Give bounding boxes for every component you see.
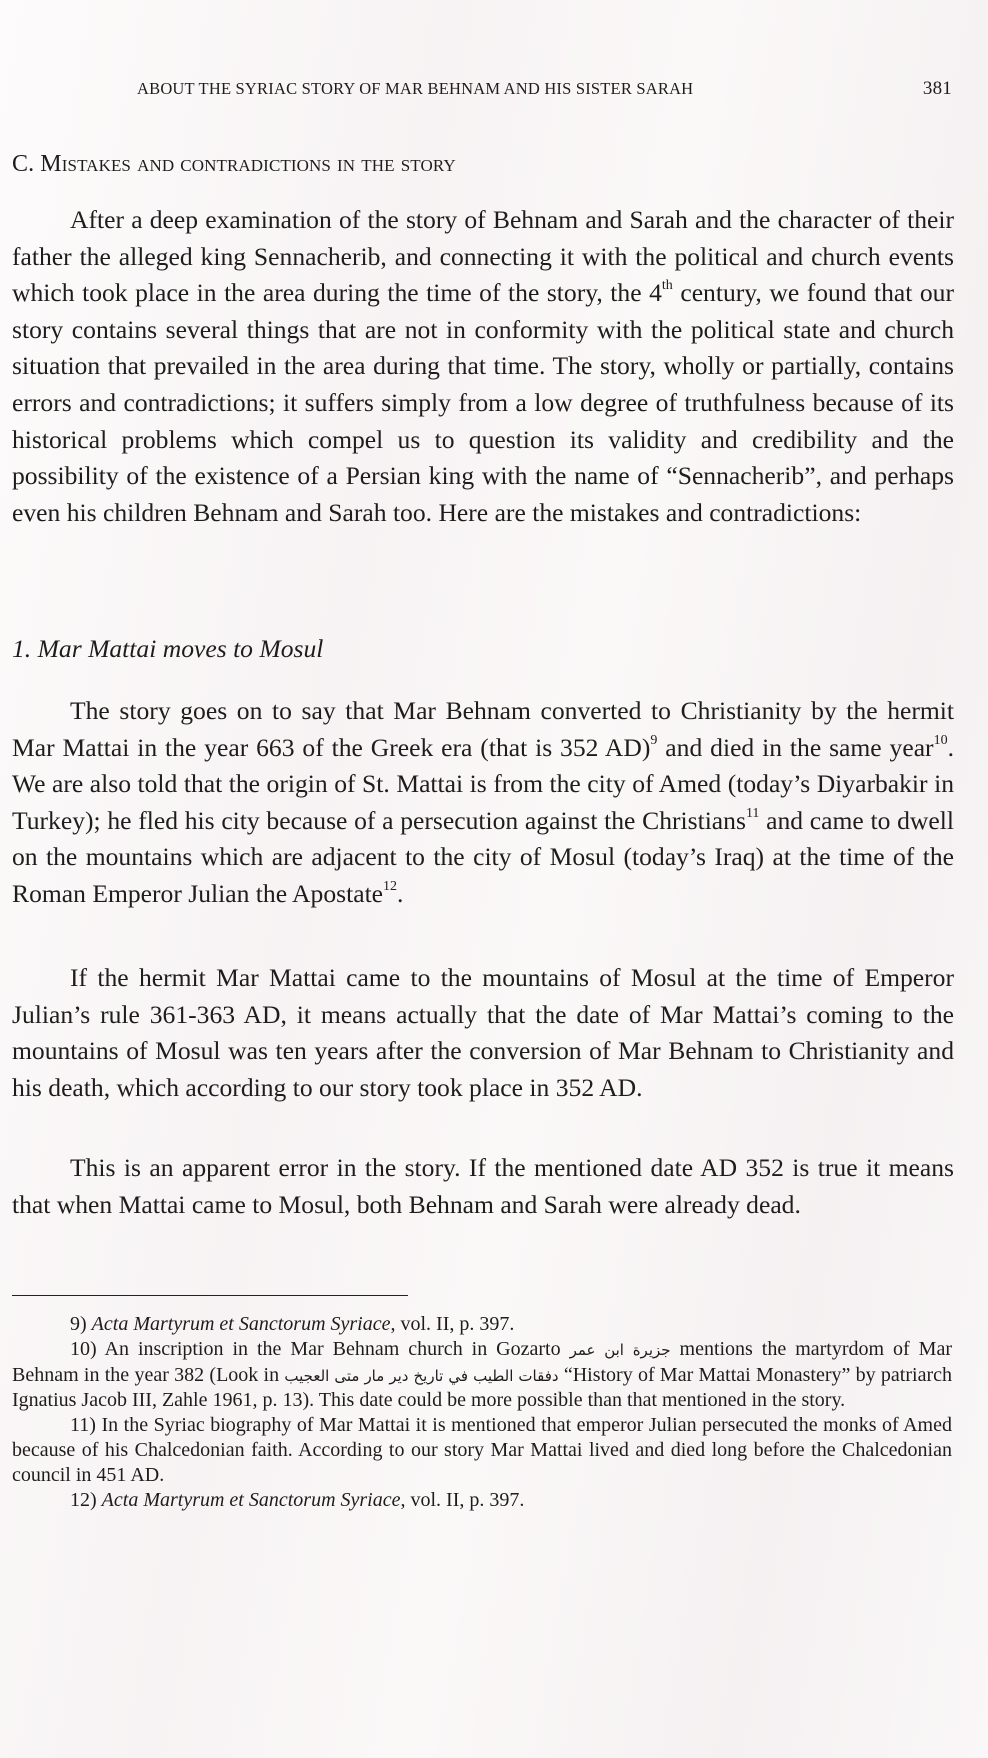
- footnote-text: In the Syriac biography of Mar Mattai it is mentioned that emperor Julian persecuted the monks of Amed because of his Chalcedonian faith. According to our story Mar Mattai lived and died long before the Chalcedonian council in 451 AD.: [12, 1414, 952, 1486]
- footnote-citation: , vol. II, p. 397.: [390, 1313, 515, 1335]
- footnote-source-title: Acta Martyrum et Sanctorum Syriace: [91, 1313, 391, 1335]
- para1-text-5: .: [397, 878, 404, 908]
- para1-text-2: and died in the same year: [657, 732, 934, 762]
- body-paragraph-3: This is an apparent error in the story. If the mentioned date AD 352 is true it means that when Mattai came to Mosul, both Behnam and Sarah were already dead.: [12, 1153, 954, 1219]
- running-header: [137, 78, 952, 100]
- footnote-ref-10[interactable]: 10: [933, 732, 948, 748]
- footnote-number: 10): [70, 1337, 97, 1360]
- para1-text-3: . We are also told that the origin of St. Mattai is from the city of Amed (today’s Diyarbakir in Turkey); he fled his city because of a persecution against the Christians: [12, 732, 954, 835]
- footnote-ref-9[interactable]: 9: [650, 732, 658, 748]
- paragraph-block-3: [12, 1150, 954, 1223]
- footnote-number: 9): [70, 1313, 87, 1335]
- subsection-heading: 1. Mar Mattai moves to Mosul: [12, 634, 324, 663]
- footnote-11: [12, 1413, 952, 1487]
- footnote-ref-11[interactable]: 11: [745, 805, 760, 821]
- footnote-number: 12): [70, 1488, 97, 1511]
- footnotes: [12, 1312, 952, 1512]
- footnote-10: [12, 1337, 952, 1413]
- footnote-separator: [12, 1295, 408, 1296]
- ordinal-superscript: th: [661, 278, 673, 294]
- paragraph-block-2: [12, 960, 954, 1106]
- para1-text-1: The story goes on to say that Mar Behnam converted to Christianity by the hermit Mar Mattai in the year 663 of the Greek era (that is 352 AD): [12, 696, 954, 762]
- arabic-place-name: جزيرة ابن عمر: [569, 1340, 671, 1359]
- footnote-ref-12[interactable]: 12: [383, 878, 398, 894]
- section-heading: C. Mistakes and contradictions in the story: [12, 151, 456, 177]
- para1-text-4: and came to dwell on the mountains which are adjacent to the city of Mosul (today’s Iraq) at the time of the Roman Emperor Julian the Apostate: [12, 805, 954, 908]
- footnote-text: “History of Mar Mattai Monastery” by patriarch Ignatius Jacob III, Zahle 1961, p. 13). This date could be more possible than that mentioned in the story.: [12, 1363, 952, 1412]
- footnote-text: mentions the martyrdom of Mar Behnam in the year 382 (Look in: [12, 1337, 952, 1386]
- page-number: 381: [922, 78, 952, 99]
- body-paragraph-2: If the hermit Mar Mattai came to the mountains of Mosul at the time of Emperor Julian’s rule 361-363 AD, it means actually that the date of Mar Mattai’s coming to the mountains of Mosul was ten years after the conversion of Mar Behnam to Christianity and his death, which according to our story took place in 352 AD.: [12, 963, 954, 1102]
- running-title: ABOUT THE SYRIAC STORY OF MAR BEHNAM AND HIS SISTER SARAH: [137, 79, 694, 98]
- footnote-source-title: Acta Martyrum et Sanctorum Syriace: [101, 1488, 401, 1511]
- footnote-text: An inscription in the Mar Behnam church in Gozarto: [96, 1337, 570, 1360]
- paragraph-block-1: [12, 693, 954, 913]
- footnote-9: [12, 1312, 952, 1337]
- arabic-book-title: دفقات الطيب في تاريخ دير مار متى العجيب: [284, 1366, 559, 1385]
- body-paragraph-1: [12, 693, 954, 913]
- footnote-number: 11): [70, 1414, 96, 1437]
- footnote-citation: , vol. II, p. 397.: [400, 1488, 525, 1511]
- intro-text-1: After a deep examination of the story of Behnam and Sarah and the character of their father the alleged king Sennacherib, and connecting it with the political and church events which took place in the area during the time of the story, the 4: [12, 205, 954, 308]
- intro-paragraph-block: [12, 202, 954, 531]
- intro-paragraph: [12, 202, 954, 531]
- intro-text-2: century, we found that our story contains several things that are not in conformity with the political state and church situation that prevailed in the area during that time. The story, wholly or partially, contains errors and contradictions; it suffers simply from a low degree of truthfulness because of its historical problems which compel us to question its validity and credibility and the possibility of the existence of a Persian king with the name of “Sennacherib”, and perhaps even his children Behnam and Sarah too. Here are the mistakes and contradictions:: [12, 278, 954, 527]
- footnote-12: [12, 1488, 952, 1513]
